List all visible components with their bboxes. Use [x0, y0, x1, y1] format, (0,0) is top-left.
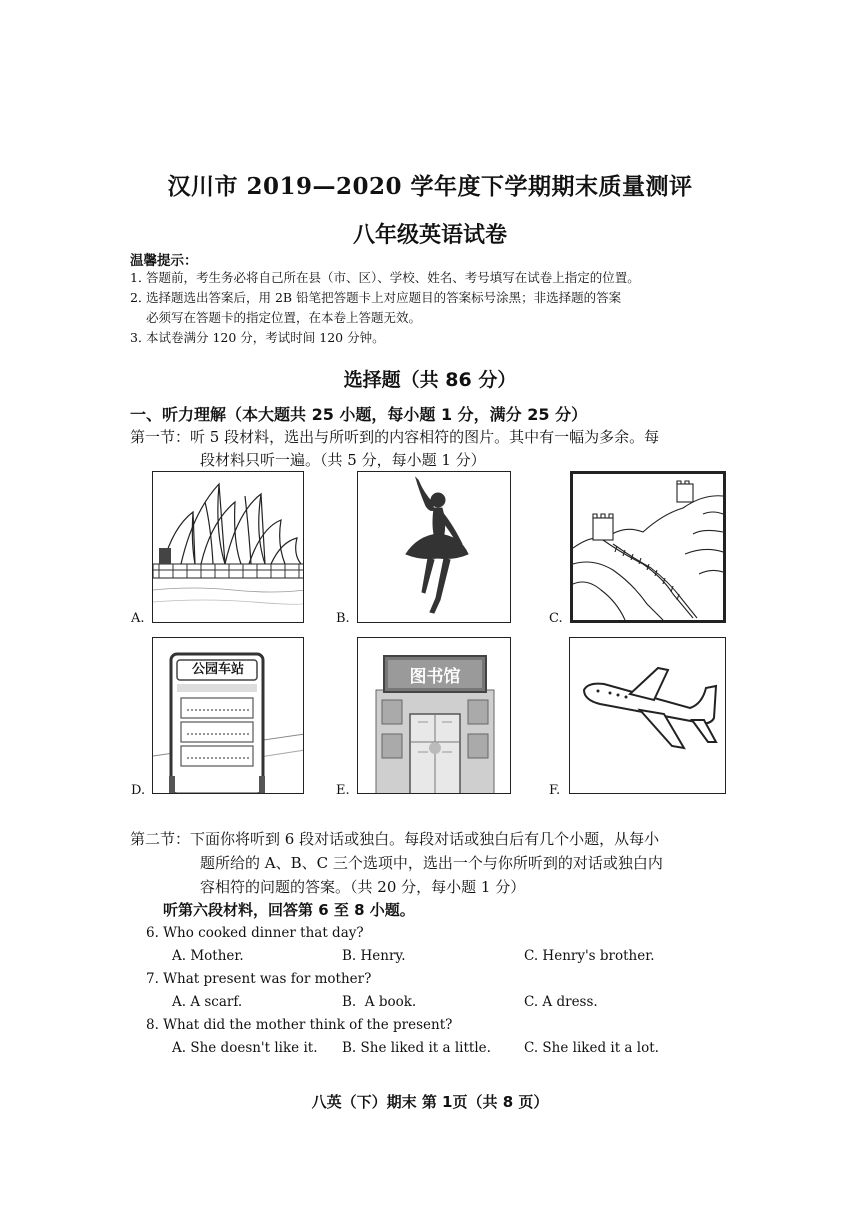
section1-instruction-continued: 段材料只听一遍。（共 5 分，每小题 1 分）: [200, 451, 486, 469]
tip-text: 答题前，考生务必将自己所在县（市、区）、学校、姓名、考号填写在试卷上指定的位置。: [146, 270, 640, 285]
option-b: B. She liked it a little.: [342, 1040, 491, 1056]
tip-text-continued: 必须写在答题卡的指定位置，在本卷上答题无效。: [146, 310, 422, 325]
picture-label-d: D.: [131, 783, 146, 798]
section2-instruction: 第二节：下面你将听到 6 段对话或独白。每段对话或独白后有几个小题，从每小: [130, 830, 660, 848]
section-title: 选择题（共 86 分）: [343, 369, 517, 391]
option-b: B. Henry.: [342, 948, 406, 964]
option-a: A. A scarf.: [172, 994, 243, 1010]
option-c: C. Henry's brother.: [524, 948, 655, 964]
great-wall-icon: [573, 474, 723, 620]
exam-subtitle: 八年级英语试卷: [352, 222, 507, 248]
question-7: 7. What present was for mother?: [146, 971, 372, 987]
airplane-icon: [570, 638, 726, 794]
picture-label-f: F.: [549, 783, 561, 798]
opera-house-icon: [153, 472, 304, 623]
section2-instruction-line2: 题所给的 A、B、C 三个选项中，选出一个与你所听到的对话或独白内: [200, 854, 663, 872]
tip-number: 2．: [130, 290, 151, 305]
tips-heading: 温馨提示：: [130, 253, 198, 269]
library-sign-text: 图书馆: [409, 667, 461, 687]
section2-instruction-line3: 容相符的问题的答案。（共 20 分，每小题 1 分）: [200, 878, 526, 896]
tip-number: 1．: [130, 270, 151, 285]
option-c: C. She liked it a lot.: [524, 1040, 659, 1056]
question-8: 8. What did the mother think of the present?: [146, 1017, 453, 1033]
picture-c: [570, 471, 726, 623]
part-title: 一、听力理解（本大题共 25 小题，每小题 1 分，满分 25 分）: [130, 405, 588, 424]
option-b: B. A book.: [342, 994, 417, 1010]
tip-number: 3．: [130, 330, 151, 345]
tip-text: 选择题选出答案后，用 2B 铅笔把答题卡上对应题目的答案标号涂黑；非选择题的答案: [146, 290, 622, 305]
picture-label-b: B.: [336, 611, 350, 626]
section1-instruction: 第一节：听 5 段材料，选出与所听到的内容相符的图片。其中有一幅为多余。每: [130, 428, 660, 446]
tip-item-1: [130, 268, 640, 288]
picture-f: [569, 637, 726, 794]
tip-text: 本试卷满分 120 分，考试时间 120 分钟。: [146, 330, 385, 345]
picture-b: [357, 471, 511, 623]
picture-d: [152, 637, 304, 794]
exam-title: 汉川市 2019—2020 学年度下学期期末质量测评: [167, 173, 693, 200]
picture-e: [357, 637, 511, 794]
tip-item-3: [130, 328, 385, 348]
option-a: A. She doesn't like it.: [172, 1040, 318, 1056]
picture-label-c: C.: [549, 611, 563, 626]
bus-stop-sign-text: 公园车站: [191, 662, 244, 677]
picture-a: [152, 471, 304, 623]
page-footer: 八英（下）期末 第 1页（共 8 页）: [311, 1093, 549, 1111]
picture-label-e: E.: [336, 783, 350, 798]
tip-item-2: [130, 288, 621, 308]
material-title: 听第六段材料，回答第 6 至 8 小题。: [163, 901, 415, 919]
question-6: 6. Who cooked dinner that day?: [146, 925, 364, 941]
option-a: A. Mother.: [172, 948, 244, 964]
ballet-dancer-icon: [358, 472, 511, 623]
picture-label-a: A.: [131, 611, 145, 626]
option-c: C. A dress.: [524, 994, 598, 1010]
